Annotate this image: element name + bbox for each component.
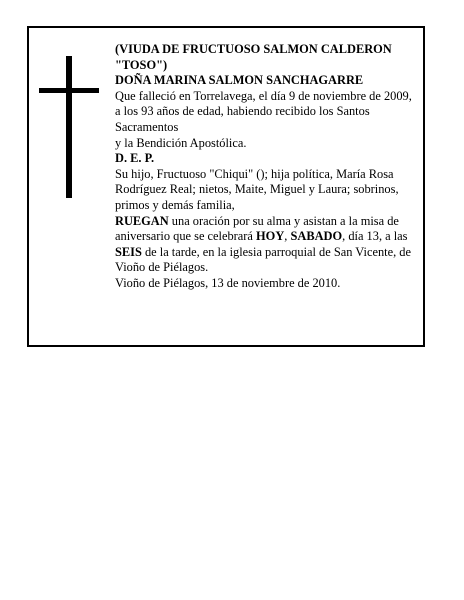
dep-line: D. E. P.	[115, 151, 155, 166]
mass-request	[115, 214, 421, 276]
request-text-2: , día 13, a las	[342, 229, 408, 244]
seis-word: SEIS	[115, 244, 142, 259]
age-statement: a los 93 años de edad, habiendo recibido los Santos Sacramentos	[115, 104, 370, 134]
death-statement: Que falleció en Torrelavega, el día 9 de noviembre de 2009,	[115, 88, 412, 103]
request-text-1: una oración por su alma y asistan a la misa de aniversario que se celebrará	[115, 213, 399, 244]
hoy-word: HOY	[256, 229, 285, 244]
cross-vertical-bar	[66, 56, 72, 198]
widow-heading: (VIUDA DE FRUCTUOSO SALMON CALDERON "TOSO")	[115, 42, 392, 72]
cross-horizontal-bar	[39, 88, 99, 93]
request-comma: ,	[284, 229, 291, 244]
obituary-notice	[27, 26, 425, 347]
cross-icon	[39, 56, 99, 198]
notice-text	[115, 42, 421, 292]
closing-line: Vioño de Piélagos, 13 de noviembre de 2010.	[115, 275, 341, 290]
family-line: Su hijo, Fructuoso "Chiqui" (); hija política, María Rosa Rodríguez Real; nietos, Maite, Miguel y Laura; sobrinos, primos y demás familia,	[115, 166, 399, 212]
ruegan-word: RUEGAN	[115, 213, 169, 228]
sabado-word: SABADO	[290, 229, 343, 244]
blessing-statement: y la Bendición Apostólica.	[115, 135, 247, 150]
request-text-3: de la tarde, en la iglesia parroquial de San Vicente, de Vioño de Piélagos.	[115, 244, 411, 275]
deceased-name: DOÑA MARINA SALMON SANCHAGARRE	[115, 73, 364, 88]
